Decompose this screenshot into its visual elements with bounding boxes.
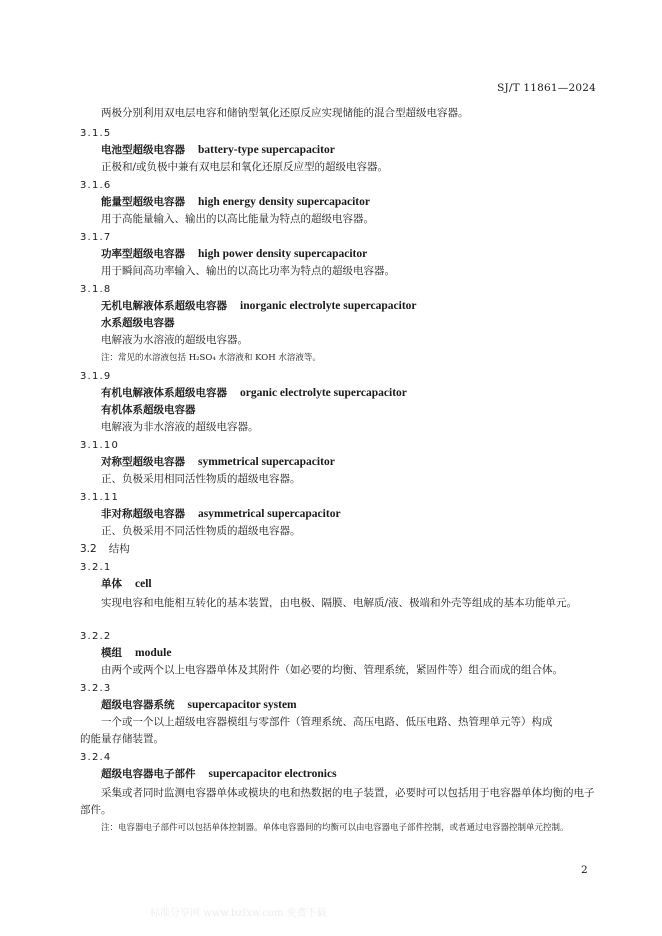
term-english: supercapacitor electronics [208,768,337,780]
definition [101,595,601,612]
term-chinese: 超级电容器电子部件 [101,768,196,780]
term-english: symmetrical supercapacitor [198,456,335,468]
term-chinese: 单体 [101,578,122,590]
clause-number: 3.2.3 [80,683,112,694]
definition: 正、负极采用不同活性物质的超级电容器。 [101,525,301,537]
term-chinese: 模组 [101,647,122,659]
definition: 用于高能量输入、输出的以高比能量为特点的超级电容器。 [101,213,374,225]
term-chinese: 电池型超级电容器 [101,144,185,156]
definition: 正极和/或负极中兼有双电层和氧化还原反应型的超级电容器。 [101,161,389,173]
term-english: high energy density supercapacitor [198,196,370,208]
clause-number: 3.2.2 [80,631,112,642]
term-english: inorganic electrolyte supercapacitor [240,300,417,312]
term-synonym: 水系超级电容器 [101,317,175,329]
definition: 电解液为水溶液的超级电容器。 [101,334,248,346]
page-number: 2 [581,864,588,876]
term-entry [101,196,370,209]
watermark: 标准分享网 www.bzfxw.com 免费下载 [150,908,327,919]
section-heading [80,543,130,556]
standard-number-header: SJ/T 11861—2024 [497,82,596,94]
clause-number: 3.1.6 [80,180,112,191]
term-entry [101,699,297,712]
term-entry [101,300,417,313]
term-chinese: 无机电解液体系超级电容器 [101,300,227,312]
clause-number: 3.2.4 [80,752,112,763]
term-entry [101,456,335,469]
definition-continued: 的能量存储装置。 [80,733,164,745]
term-english: high power density supercapacitor [198,248,368,260]
note: 注：电容器电子部件可以包括单体控制器。单体电容器间的均衡可以由电容器电子部件控制，或者通过电容器控制单元控制。 [101,823,569,833]
clause-number: 3.1.11 [80,492,120,503]
definition: 电解液为非水溶液的超级电容器。 [101,421,259,433]
intro-text: 两极分别利用双电层电容和储钠型氧化还原反应实现储能的混合型超级电容器。 [101,107,469,119]
clause-number: 3.1.9 [80,371,112,382]
term-english: supercapacitor system [187,699,297,711]
clause-number: 3.1.10 [80,440,120,451]
note: 注：常见的水溶液包括 H₂SO₄ 水溶液和 KOH 水溶液等。 [101,353,321,363]
term-chinese: 超级电容器系统 [101,699,175,711]
term-english: asymmetrical supercapacitor [198,508,341,520]
term-entry [101,508,341,521]
term-entry [101,647,171,660]
term-synonym: 有机体系超级电容器 [101,404,196,416]
term-chinese: 能量型超级电容器 [101,196,185,208]
term-entry [101,578,152,591]
term-chinese: 功率型超级电容器 [101,248,185,260]
definition-text: 实现电容和电能相互转化的基本装置，由电极、隔膜、电解质/液、极端和外壳等组成的基本功能单元。 [101,597,578,609]
clause-number: 3.1.5 [80,128,112,139]
section-title: 结构 [108,543,130,555]
term-chinese: 有机电解液体系超级电容器 [101,387,227,399]
term-english: cell [135,578,152,590]
definition: 由两个或两个以上电容器单体及其附件（如必要的均衡、管理系统，紧固件等）组合而成的组合体。 [101,664,563,676]
term-entry [101,248,367,261]
term-entry [101,768,337,781]
clause-number: 3.1.7 [80,232,112,243]
term-chinese: 对称型超级电容器 [101,456,185,468]
clause-number: 3.1.8 [80,284,112,295]
definition: 采集或者同时监测电容器单体或模块的电和热数据的电子装置，必要时可以包括用于电容器单体均衡的电子部件。 [80,787,595,816]
term-entry [101,144,335,157]
term-english: organic electrolyte supercapacitor [240,387,407,399]
definition: 一个或一个以上超级电容器模组与零部件（管理系统、高压电路、低压电路、热管理单元等）构成 [101,716,553,728]
definition: 正、负极采用相同活性物质的超级电容器。 [101,473,301,485]
term-english: battery-type supercapacitor [198,144,335,156]
term-chinese: 非对称超级电容器 [101,508,185,520]
section-number: 3.2 [80,543,97,555]
definition: 用于瞬间高功率输入、输出的以高比功率为特点的超级电容器。 [101,265,395,277]
clause-number: 3.2.1 [80,562,112,573]
term-english: module [135,647,172,659]
term-entry [101,387,407,400]
